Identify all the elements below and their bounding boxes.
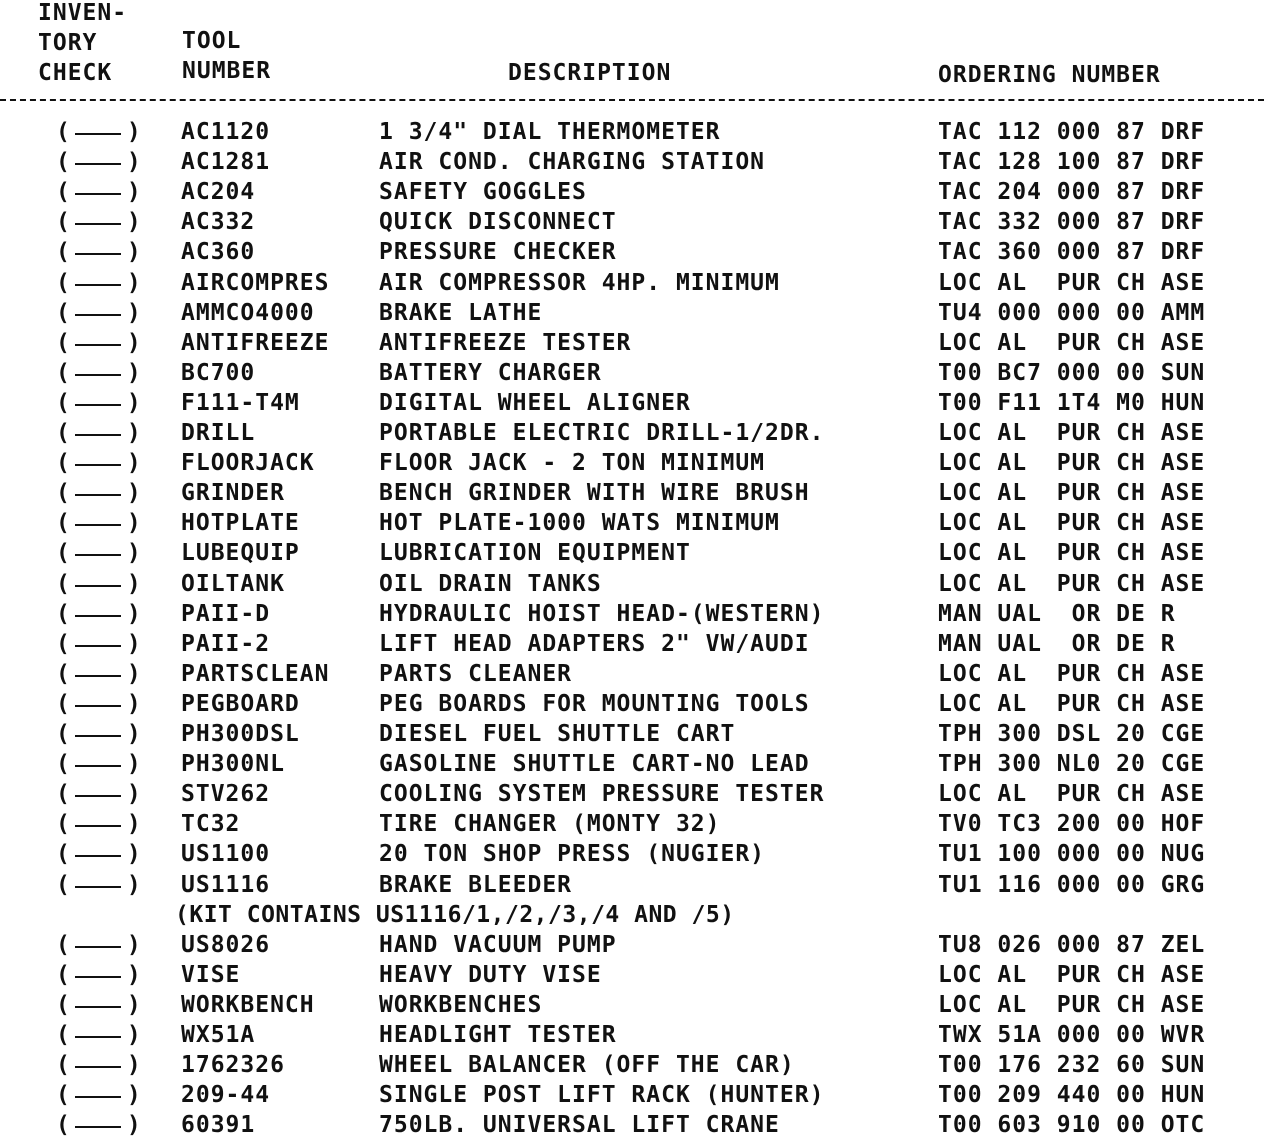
tool-number: VISE xyxy=(181,962,241,988)
inventory-checkbox[interactable]: ( ) xyxy=(56,811,140,837)
ordering-number: LOC AL PUR CH ASE xyxy=(938,992,1206,1018)
tool-description: LIFT HEAD ADAPTERS 2" VW/AUDI xyxy=(379,631,810,657)
inventory-checkbox[interactable]: ( ) xyxy=(56,571,140,597)
ordering-number: LOC AL PUR CH ASE xyxy=(938,270,1206,296)
tool-number: HOTPLATE xyxy=(181,510,300,536)
tool-description: BATTERY CHARGER xyxy=(379,360,602,386)
ordering-number: LOC AL PUR CH ASE xyxy=(938,781,1206,807)
tool-description: DIESEL FUEL SHUTTLE CART xyxy=(379,721,736,747)
inventory-checkbox[interactable]: ( ) xyxy=(56,300,140,326)
ordering-number: TAC 128 100 87 DRF xyxy=(938,149,1206,175)
header-description: DESCRIPTION xyxy=(508,60,672,86)
inventory-checkbox[interactable]: ( ) xyxy=(56,1112,140,1138)
tool-number: AC1120 xyxy=(181,119,271,145)
ordering-number: TU1 100 000 00 NUG xyxy=(938,841,1206,867)
tool-description: PORTABLE ELECTRIC DRILL-1/2DR. xyxy=(379,420,825,446)
tool-description: 20 TON SHOP PRESS (NUGIER) xyxy=(379,841,766,867)
tool-description: BRAKE BLEEDER xyxy=(379,872,573,898)
tool-number: WORKBENCH xyxy=(181,992,315,1018)
tool-description: OIL DRAIN TANKS xyxy=(379,571,602,597)
tool-number: 60391 xyxy=(181,1112,256,1138)
ordering-number: T00 BC7 000 00 SUN xyxy=(938,360,1206,386)
tool-description: 750LB. UNIVERSAL LIFT CRANE xyxy=(379,1112,780,1138)
tool-number: BC700 xyxy=(181,360,256,386)
tool-description: AIR COND. CHARGING STATION xyxy=(379,149,766,175)
inventory-checkbox[interactable]: ( ) xyxy=(56,962,140,988)
ordering-number: LOC AL PUR CH ASE xyxy=(938,450,1206,476)
kit-note: (KIT CONTAINS US1116/1,/2,/3,/4 AND /5) xyxy=(175,902,735,928)
tool-description: BRAKE LATHE xyxy=(379,300,543,326)
tool-number: AC1281 xyxy=(181,149,271,175)
ordering-number: LOC AL PUR CH ASE xyxy=(938,661,1206,687)
tool-number: PH300NL xyxy=(181,751,285,777)
tool-description: HAND VACUUM PUMP xyxy=(379,932,617,958)
tool-number: PH300DSL xyxy=(181,721,300,747)
tool-number: 1762326 xyxy=(181,1052,285,1078)
tool-description: SAFETY GOGGLES xyxy=(379,179,587,205)
tool-number: US8026 xyxy=(181,932,271,958)
tool-number: GRINDER xyxy=(181,480,285,506)
ordering-number: LOC AL PUR CH ASE xyxy=(938,962,1206,988)
inventory-checkbox[interactable]: ( ) xyxy=(56,209,140,235)
ordering-number: TPH 300 NL0 20 CGE xyxy=(938,751,1206,777)
tool-number: PEGBOARD xyxy=(181,691,300,717)
inventory-checkbox[interactable]: ( ) xyxy=(56,510,140,536)
tool-number: PAII-D xyxy=(181,601,271,627)
ordering-number: LOC AL PUR CH ASE xyxy=(938,571,1206,597)
ordering-number: LOC AL PUR CH ASE xyxy=(938,510,1206,536)
inventory-checkbox[interactable]: ( ) xyxy=(56,992,140,1018)
tool-number: AC332 xyxy=(181,209,256,235)
inventory-checkbox[interactable]: ( ) xyxy=(56,781,140,807)
inventory-checkbox[interactable]: ( ) xyxy=(56,480,140,506)
header-inventory-line: CHECK xyxy=(38,60,113,86)
tool-description: BENCH GRINDER WITH WIRE BRUSH xyxy=(379,480,810,506)
tool-number: US1116 xyxy=(181,872,271,898)
header-tool-line: TOOL xyxy=(182,28,242,54)
header-inventory-line: INVEN- xyxy=(38,0,128,26)
ordering-number: LOC AL PUR CH ASE xyxy=(938,420,1206,446)
inventory-checkbox[interactable]: ( ) xyxy=(56,721,140,747)
tool-number: OILTANK xyxy=(181,571,285,597)
inventory-checkbox[interactable]: ( ) xyxy=(56,872,140,898)
inventory-checkbox[interactable]: ( ) xyxy=(56,360,140,386)
tool-description: DIGITAL WHEEL ALIGNER xyxy=(379,390,691,416)
tool-description: HEADLIGHT TESTER xyxy=(379,1022,617,1048)
inventory-checkbox[interactable]: ( ) xyxy=(56,661,140,687)
tool-number: PAII-2 xyxy=(181,631,271,657)
ordering-number: MAN UAL OR DE R xyxy=(938,631,1176,657)
tool-number: AIRCOMPRES xyxy=(181,270,330,296)
ordering-number: TAC 360 000 87 DRF xyxy=(938,239,1206,265)
inventory-checkbox[interactable]: ( ) xyxy=(56,1082,140,1108)
tool-description: QUICK DISCONNECT xyxy=(379,209,617,235)
inventory-checkbox[interactable]: ( ) xyxy=(56,179,140,205)
inventory-checkbox[interactable]: ( ) xyxy=(56,1052,140,1078)
tool-number: AMMCO4000 xyxy=(181,300,315,326)
ordering-number: T00 603 910 00 OTC xyxy=(938,1112,1206,1138)
header-ordering-number: ORDERING NUMBER xyxy=(938,62,1161,88)
inventory-checkbox[interactable]: ( ) xyxy=(56,390,140,416)
inventory-checkbox[interactable]: ( ) xyxy=(56,239,140,265)
ordering-number: T00 176 232 60 SUN xyxy=(938,1052,1206,1078)
inventory-checkbox[interactable]: ( ) xyxy=(56,751,140,777)
ordering-number: MAN UAL OR DE R xyxy=(938,601,1176,627)
tool-description: FLOOR JACK - 2 TON MINIMUM xyxy=(379,450,766,476)
inventory-checkbox[interactable]: ( ) xyxy=(56,601,140,627)
inventory-checkbox[interactable]: ( ) xyxy=(56,932,140,958)
tool-description: ANTIFREEZE TESTER xyxy=(379,330,632,356)
ordering-number: TU8 026 000 87 ZEL xyxy=(938,932,1206,958)
tool-description: PEG BOARDS FOR MOUNTING TOOLS xyxy=(379,691,810,717)
ordering-number: TPH 300 DSL 20 CGE xyxy=(938,721,1206,747)
tool-description: SINGLE POST LIFT RACK (HUNTER) xyxy=(379,1082,825,1108)
tool-number: 209-44 xyxy=(181,1082,271,1108)
tool-description: LUBRICATION EQUIPMENT xyxy=(379,540,691,566)
ordering-number: TAC 332 000 87 DRF xyxy=(938,209,1206,235)
tool-number: AC360 xyxy=(181,239,256,265)
inventory-checkbox[interactable]: ( ) xyxy=(56,841,140,867)
tool-number: WX51A xyxy=(181,1022,256,1048)
tool-description: WORKBENCHES xyxy=(379,992,543,1018)
tool-description: 1 3/4" DIAL THERMOMETER xyxy=(379,119,721,145)
inventory-checkbox[interactable]: ( ) xyxy=(56,1022,140,1048)
inventory-checkbox[interactable]: ( ) xyxy=(56,420,140,446)
inventory-checkbox[interactable]: ( ) xyxy=(56,149,140,175)
inventory-checkbox[interactable]: ( ) xyxy=(56,330,140,356)
ordering-number: TU4 000 000 00 AMM xyxy=(938,300,1206,326)
tool-description: AIR COMPRESSOR 4HP. MINIMUM xyxy=(379,270,780,296)
ordering-number: TU1 116 000 00 GRG xyxy=(938,872,1206,898)
ordering-number: TV0 TC3 200 00 HOF xyxy=(938,811,1206,837)
tool-number: PARTSCLEAN xyxy=(181,661,330,687)
ordering-number: LOC AL PUR CH ASE xyxy=(938,691,1206,717)
tool-description: WHEEL BALANCER (OFF THE CAR) xyxy=(379,1052,795,1078)
ordering-number: LOC AL PUR CH ASE xyxy=(938,540,1206,566)
tool-number: AC204 xyxy=(181,179,256,205)
tool-number: DRILL xyxy=(181,420,256,446)
inventory-checkbox[interactable]: ( ) xyxy=(56,631,140,657)
header-divider xyxy=(0,99,1264,101)
tool-description: PRESSURE CHECKER xyxy=(379,239,617,265)
header-inventory-line: TORY xyxy=(38,30,98,56)
ordering-number: LOC AL PUR CH ASE xyxy=(938,480,1206,506)
ordering-number: T00 F11 1T4 M0 HUN xyxy=(938,390,1206,416)
tool-description: COOLING SYSTEM PRESSURE TESTER xyxy=(379,781,825,807)
inventory-checkbox[interactable]: ( ) xyxy=(56,691,140,717)
tool-description: HOT PLATE-1000 WATS MINIMUM xyxy=(379,510,780,536)
header-tool-number xyxy=(182,26,271,86)
ordering-number: TWX 51A 000 00 WVR xyxy=(938,1022,1206,1048)
ordering-number: T00 209 440 00 HUN xyxy=(938,1082,1206,1108)
inventory-checkbox[interactable]: ( ) xyxy=(56,450,140,476)
tool-number: LUBEQUIP xyxy=(181,540,300,566)
inventory-checkbox[interactable]: ( ) xyxy=(56,270,140,296)
inventory-checkbox[interactable]: ( ) xyxy=(56,119,140,145)
tool-description: HYDRAULIC HOIST HEAD-(WESTERN) xyxy=(379,601,825,627)
tool-description: HEAVY DUTY VISE xyxy=(379,962,602,988)
header-tool-line: NUMBER xyxy=(182,58,272,84)
ordering-number: TAC 204 000 87 DRF xyxy=(938,179,1206,205)
tool-number: ANTIFREEZE xyxy=(181,330,330,356)
inventory-checkbox[interactable]: ( ) xyxy=(56,540,140,566)
tool-description: GASOLINE SHUTTLE CART-NO LEAD xyxy=(379,751,810,777)
tool-number: F111-T4M xyxy=(181,390,300,416)
tool-number: US1100 xyxy=(181,841,271,867)
tool-number: FLOORJACK xyxy=(181,450,315,476)
tool-number: TC32 xyxy=(181,811,241,837)
ordering-number: TAC 112 000 87 DRF xyxy=(938,119,1206,145)
tool-number: STV262 xyxy=(181,781,271,807)
header-inventory-check xyxy=(38,0,127,88)
tool-description: TIRE CHANGER (MONTY 32) xyxy=(379,811,721,837)
tool-description: PARTS CLEANER xyxy=(379,661,573,687)
ordering-number: LOC AL PUR CH ASE xyxy=(938,330,1206,356)
